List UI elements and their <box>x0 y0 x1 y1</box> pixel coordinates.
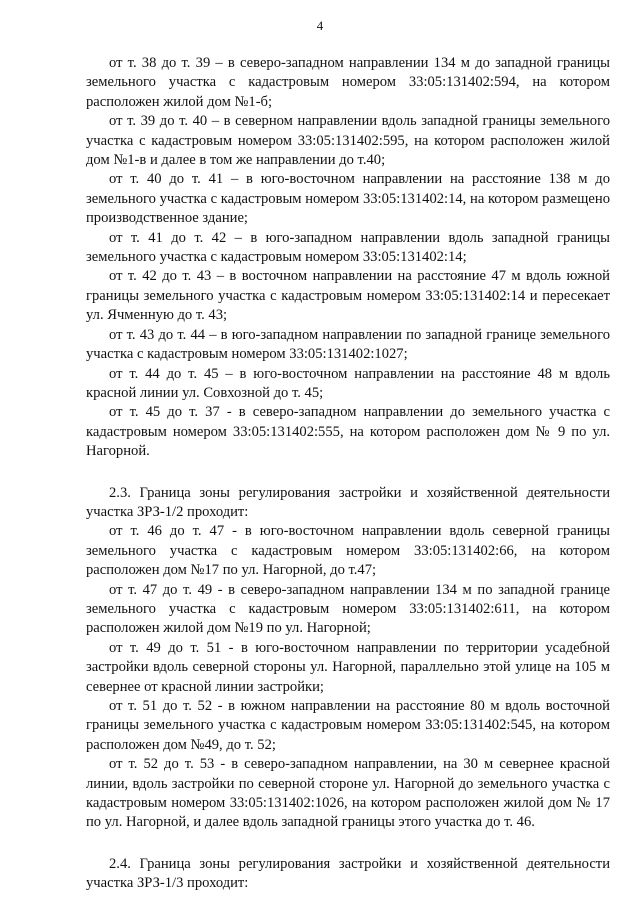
page-number: 4 <box>316 18 324 33</box>
paragraph-51-52: от т. 51 до т. 52 - в южном направлении на расстояние 80 м вдоль восточной границы земельного участка с кадастровым номером 33:05:131402:545, на котором расположен дом №49, до т. 52; <box>86 698 610 753</box>
paragraph-38-39: от т. 38 до т. 39 – в северо-западном направлении 134 м до западной границы земельного участка с кадастровым номером 33:05:131402:594, на котором расположен жилой дом №1-б; <box>86 55 610 110</box>
paragraph-43-44: от т. 43 до т. 44 – в юго-западном направлении по западной границе земельного участка с кадастровым номером 33:05:131402:1027; <box>86 326 610 363</box>
paragraph-52-53: от т. 52 до т. 53 - в северо-западном направлении, на 30 м севернее красной линии, вдоль застройки по северной стороне ул. Нагорной до земельного участка с кадастровым номером 33:05:131402:1026, на котором расположен жилой дом № 17 по ул. Нагорной, и далее вдоль западной границы этого участка до т. 46. <box>86 756 610 831</box>
paragraph-47-49: от т. 47 до т. 49 - в северо-западном направлении 134 м по западной границе земельного участка с кадастровым номером 33:05:131402:611, на котором расположен жилой дом №19 по ул. Нагорной; <box>86 581 610 637</box>
paragraph-40-41: от т. 40 до т. 41 – в юго-восточном направлении на расстояние 138 м до земельного участка с кадастровым номером 33:05:131402:14, на котором размещено производственное здание; <box>86 171 610 227</box>
section-2-3-heading: 2.3. Граница зоны регулирования застройки и хозяйственной деятельности участка ЗРЗ-1/2 проходит: <box>86 484 610 520</box>
document-body <box>86 54 610 894</box>
paragraph-44-45: от т. 44 до т. 45 – в юго-восточном направлении на расстояние 48 м вдоль красной линии ул. Совхозной до т. 45; <box>86 365 610 401</box>
paragraph-41-42: от т. 41 до т. 42 – в юго-западном направлении вдоль западной границы земельного участка с кадастровым номером 33:05:131402:14; <box>86 229 610 266</box>
paragraph-39-40: от т. 39 до т. 40 – в северном направлении вдоль западной границы земельного участка с кадастровым номером 33:05:131402:595, на котором расположен жилой дом №1-в и далее в том же направлении до т.40; <box>86 113 610 169</box>
paragraph-49-51: от т. 49 до т. 51 - в юго-восточном направлении по территории усадебной застройки вдоль северной стороны ул. Нагорной, параллельно этой улице на 105 м севернее от красной линии застройки; <box>86 639 610 695</box>
paragraph-46-47: от т. 46 до т. 47 - в юго-восточном направлении вдоль северной границы земельного участка с кадастровым номером 33:05:131402:66, на котором расположен дом №17 по ул. Нагорной, до т.47; <box>86 523 610 579</box>
section-2-4-heading: 2.4. Граница зоны регулирования застройки и хозяйственной деятельности участка ЗРЗ-1/3 проходит: <box>86 855 610 892</box>
paragraph-42-43: от т. 42 до т. 43 – в восточном направлении на расстояние 47 м вдоль южной границы земельного участка с кадастровым номером 33:05:131402:14 и пересекает ул. Ячменную до т. 43; <box>86 268 610 324</box>
paragraph-45-37: от т. 45 до т. 37 - в северо-западном направлении до земельного участка с кадастровым номером 33:05:131402:555, на котором расположен дом № 9 по ул. Нагорной. <box>86 404 610 460</box>
